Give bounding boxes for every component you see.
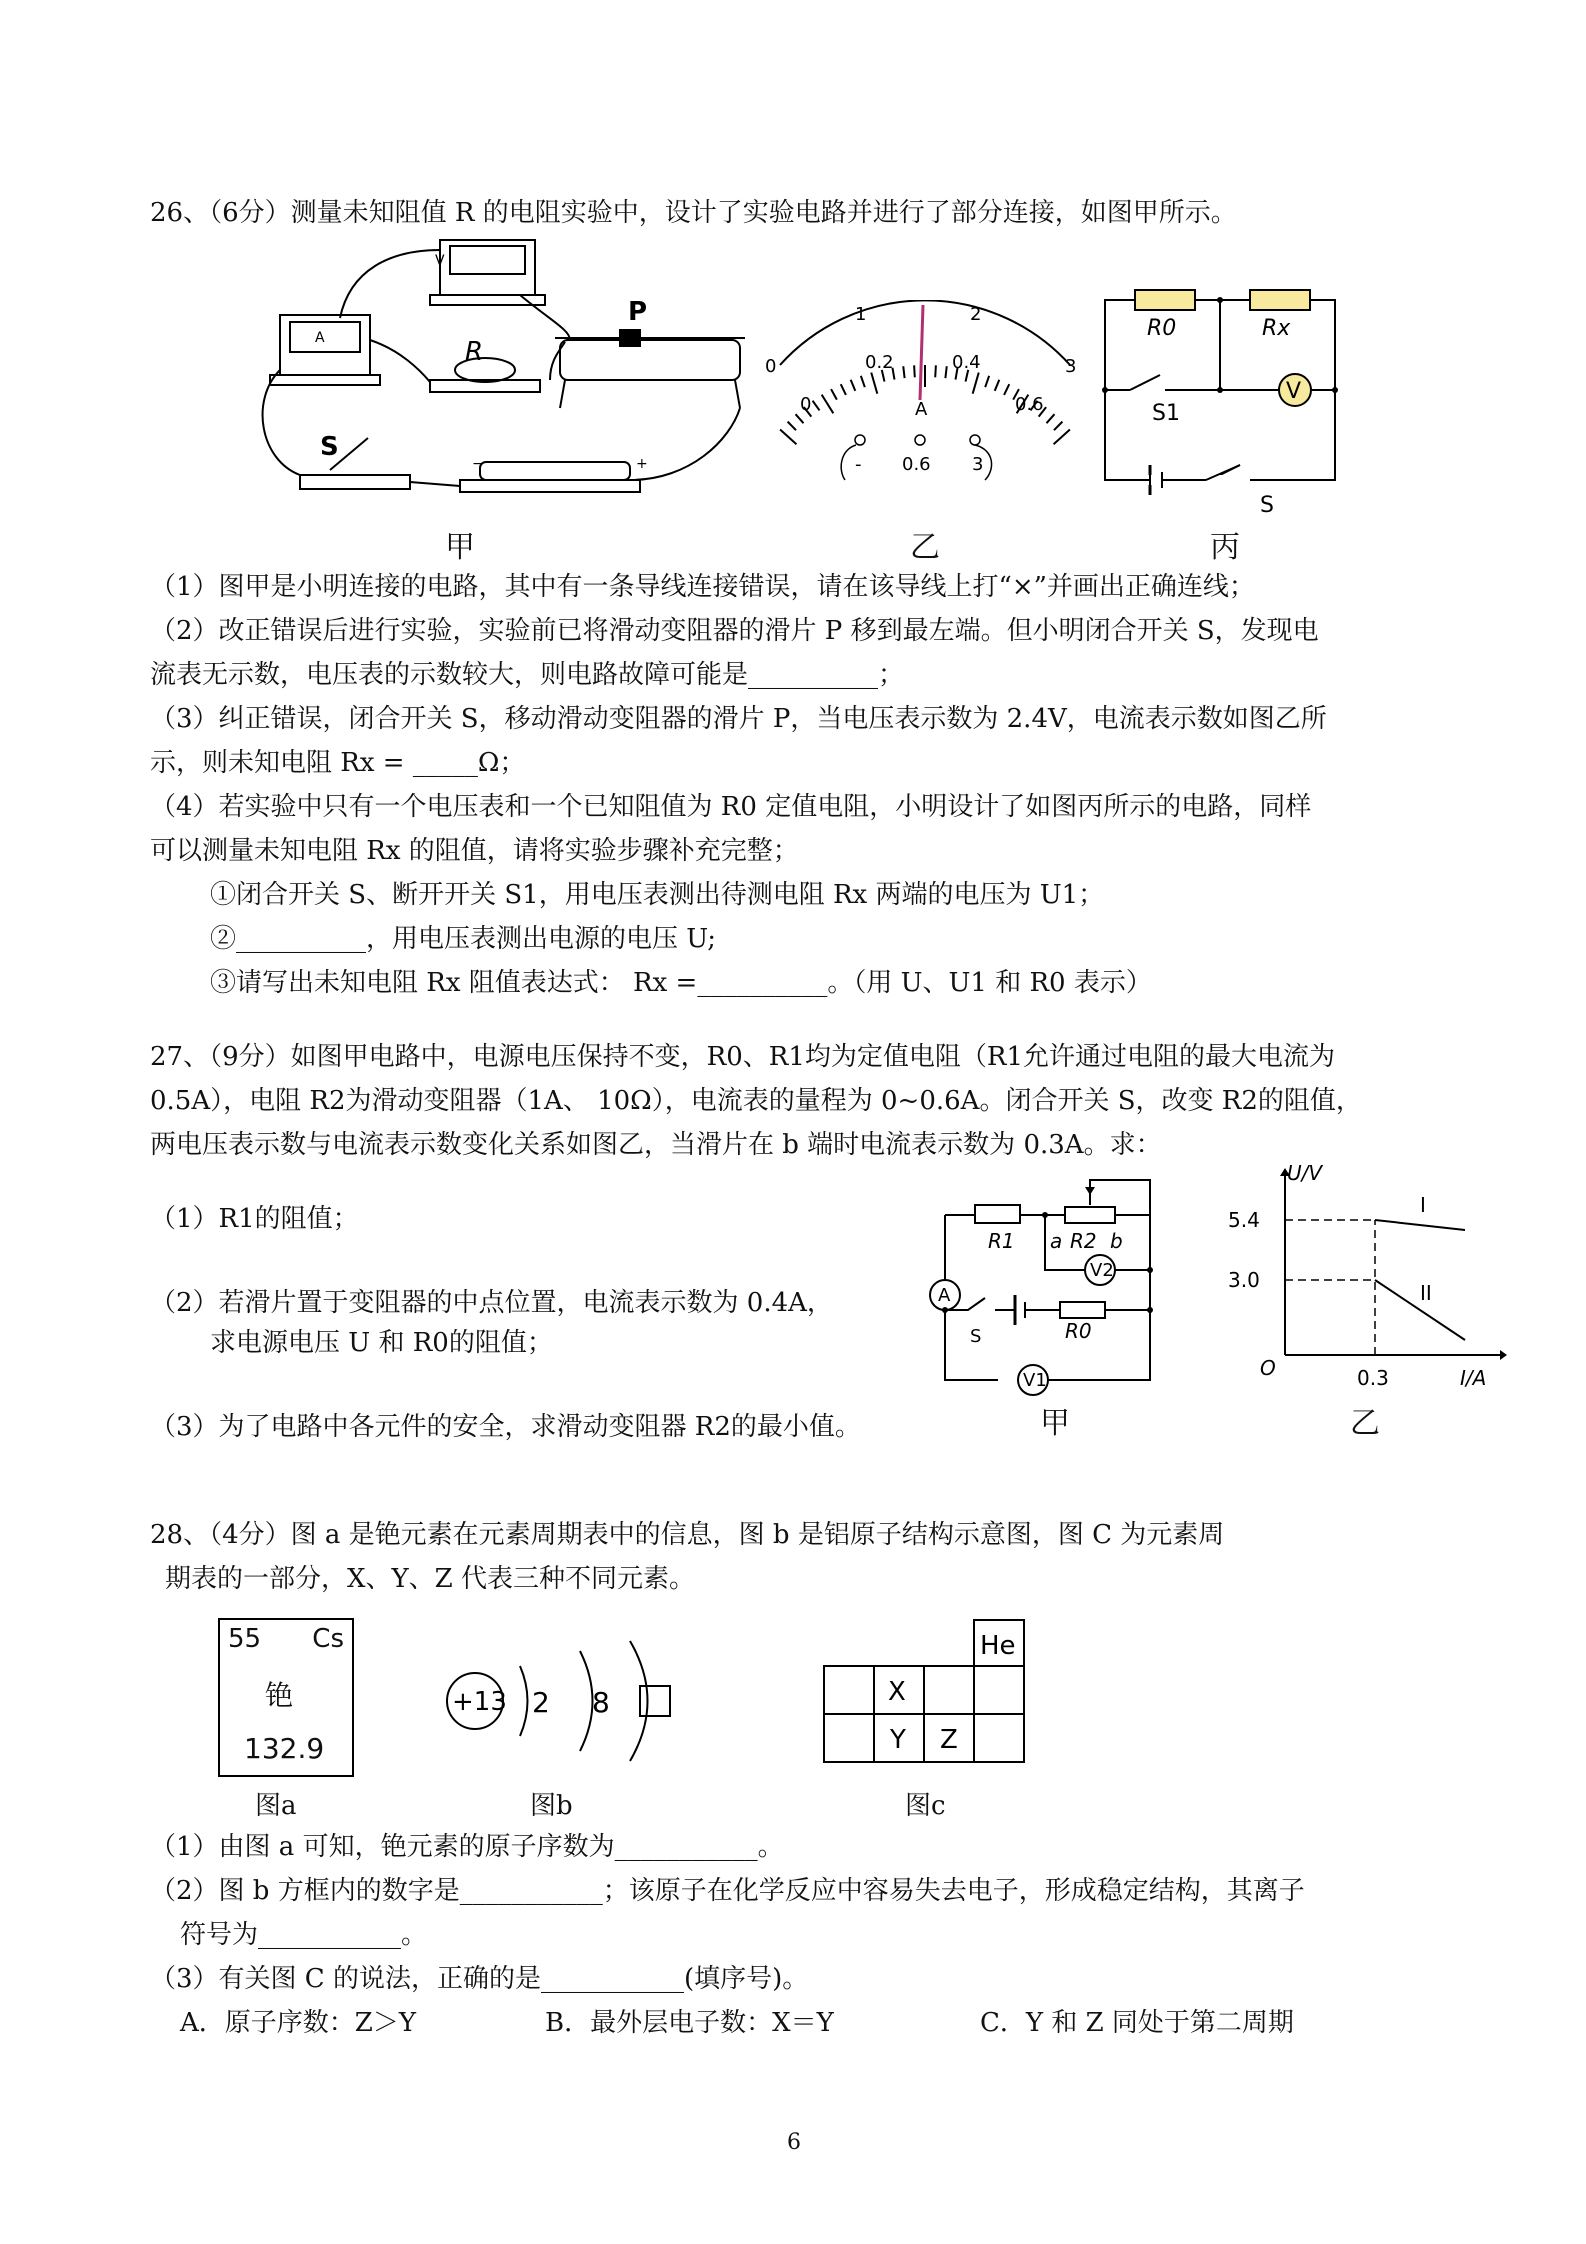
svg-text:2: 2 [970,304,982,325]
fig-caption-bing: 丙 [1210,530,1240,565]
q27-line1: 27、（9分）如图甲电路中，电源电压保持不变，R0、R1均为定值电阻（R1允许通过电阻的最大电流为 [150,1042,1335,1072]
q26-part4-line2: 可以测量未知电阻 Rx 的阻值，请将实验步骤补充完整； [150,836,799,866]
q27-ui-chart [1220,1160,1510,1400]
svg-text:R0: R0 [1065,1319,1092,1343]
q28-line2: 期表的一部分，X、Y、Z 代表三种不同元素。 [165,1564,696,1594]
svg-text:+: + [636,456,648,472]
svg-text:X: X [888,1677,906,1707]
q27-caption-yi: 乙 [1350,1406,1380,1441]
fig-jia-apparatus [250,230,750,510]
q27-line2: 0.5A），电阻 R2为滑动变阻器（1A、 10Ω），电流表的量程为 0~0.6A。闭合开关 S，改变 R2的阻值， [150,1086,1362,1116]
svg-text:0: 0 [800,394,812,415]
svg-text:R1: R1 [988,1229,1015,1253]
element-number: 55 [228,1624,262,1654]
series-line [1375,1220,1465,1230]
svg-text:0: 0 [765,356,777,377]
page-number: 6 [787,2130,801,2155]
q27-part2-line2: 求电源电压 U 和 R0的阻值； [210,1328,553,1358]
q28-part2-line2: 符号为___________。 [180,1920,428,1950]
svg-text:S: S [320,432,339,462]
svg-text:a: a [1050,1229,1063,1253]
element-mass: 132.9 [244,1732,325,1765]
svg-text:A: A [938,1285,951,1306]
svg-text:R2: R2 [1070,1229,1097,1253]
svg-text:V1: V1 [1023,1370,1047,1391]
q27-part3: （3）为了电路中各元件的安全，求滑动变阻器 R2的最小值。 [150,1412,861,1442]
svg-text:0.6: 0.6 [1015,394,1044,415]
svg-text:−: − [472,456,484,472]
svg-text:1: 1 [855,304,867,325]
series-label: II [1420,1281,1432,1305]
atom-structure-figure [440,1636,680,1766]
q26-part2-line1: （2）改正错误后进行实验，实验前已将滑动变阻器的滑片 P 移到最左端。但小明闭合开关 S，发现电 [150,616,1319,646]
y-tick-label: 3.0 [1228,1268,1260,1292]
q27-circuit-diagram [920,1170,1160,1400]
q26-part3-line2: 示，则未知电阻 Rx = _____Ω； [150,748,526,778]
q26-part4-line1: （4）若实验中只有一个电压表和一个已知阻值为 R0 定值电阻，小明设计了如图丙所示的电路，同样 [150,792,1312,822]
x-axis-label: I/A [1460,1366,1487,1390]
svg-text:2: 2 [532,1686,550,1719]
svg-text:Rx: Rx [1262,316,1291,341]
q28-part1: （1）由图 a 可知，铯元素的原子序数为___________。 [150,1832,784,1862]
y-axis-label: U/V [1287,1161,1323,1185]
fig-caption-a: 图a [255,1791,297,1821]
svg-text:P: P [628,297,648,327]
q26-part1: （1）图甲是小明连接的电路，其中有一条导线连接错误，请在该导线上打“×”并画出正确连线； [150,572,1255,602]
element-cell-figure [218,1618,354,1777]
q27-line3: 两电压表示数与电流表示数变化关系如图乙，当滑片在 b 端时电流表示数为 0.3A。求： [150,1130,1162,1160]
q28-option-c: C．Y 和 Z 同处于第二周期 [980,2008,1294,2038]
periodic-table-fragment [820,1618,1040,1768]
q26-part3-line1: （3）纠正错误，闭合开关 S，移动滑动变阻器的滑片 P，当电压表示数为 2.4V，电流表示数如图乙所 [150,704,1327,734]
svg-text:S1: S1 [1152,401,1180,426]
q26-step3: ③请写出未知电阻 Rx 阻值表达式： Rx =__________。（用 U、U1 和 R0 表示） [210,968,1152,998]
fig-yi-ammeter-scale [760,300,1090,490]
svg-text:0.2: 0.2 [865,352,894,373]
x-axis-arrow [1500,1350,1507,1360]
svg-text:V2: V2 [1090,1260,1114,1281]
q27-caption-jia: 甲 [1040,1406,1070,1441]
origin-label: O [1260,1356,1276,1380]
q26-step1: ①闭合开关 S、断开开关 S1，用电压表测出待测电阻 Rx 两端的电压为 U1； [210,880,1105,910]
x-tick-label: 0.3 [1357,1366,1389,1390]
element-name: 铯 [265,1679,294,1712]
fig-bing-circuit [1090,280,1350,520]
svg-text:V: V [1286,379,1302,404]
fig-caption-yi: 乙 [910,530,940,565]
svg-text:Z: Z [940,1725,958,1755]
svg-text:-: - [855,454,862,475]
svg-text:S: S [970,1326,982,1347]
svg-text:b: b [1110,1229,1123,1253]
svg-text:R: R [465,337,484,367]
svg-text:R0: R0 [1147,316,1177,341]
svg-text:V: V [435,253,445,269]
q27-part2-line1: （2）若滑片置于变阻器的中点位置，电流表示数为 0.4A， [150,1288,833,1318]
y-tick-label: 5.4 [1228,1208,1260,1232]
svg-text:Y: Y [890,1725,906,1755]
svg-text:3: 3 [972,454,984,475]
fig-caption-b: 图b [530,1791,573,1821]
q28-line1: 28、（4分）图 a 是铯元素在元素周期表中的信息，图 b 是铝原子结构示意图，图 C 为元素周 [150,1520,1225,1550]
q28-option-a: A．原子序数：Z＞Y [180,2008,417,2038]
q27-part1: （1）R1的阻值； [150,1204,359,1234]
series-label: I [1420,1193,1426,1217]
svg-text:+13: +13 [452,1687,507,1717]
svg-text:8: 8 [592,1686,610,1719]
fig-caption-c: 图c [905,1791,946,1821]
svg-text:0.6: 0.6 [902,454,931,475]
svg-text:0.4: 0.4 [952,352,981,373]
svg-text:A: A [915,399,928,420]
q26-title: 26、（6分）测量未知阻值 R 的电阻实验中，设计了实验电路并进行了部分连接，如图甲所示。 [150,198,1237,228]
q26-part2-line2: 流表无示数，电压表的示数较大，则电路故障可能是__________； [150,660,905,690]
q26-step2: ②__________，用电压表测出电源的电压 U; [210,924,717,954]
q28-option-b: B．最外层电子数：X＝Y [545,2008,834,2038]
fig-caption-jia: 甲 [445,530,475,565]
element-symbol: Cs [312,1624,344,1654]
q28-part3: （3）有关图 C 的说法，正确的是___________(填序号)。 [150,1964,809,1994]
svg-text:He: He [980,1631,1016,1661]
svg-text:3: 3 [1065,356,1077,377]
svg-text:A: A [315,330,325,346]
svg-text:S: S [1260,493,1274,518]
q28-part2-line1: （2）图 b 方框内的数字是___________；该原子在化学反应中容易失去电子，形成稳定结构，其离子 [150,1876,1305,1906]
